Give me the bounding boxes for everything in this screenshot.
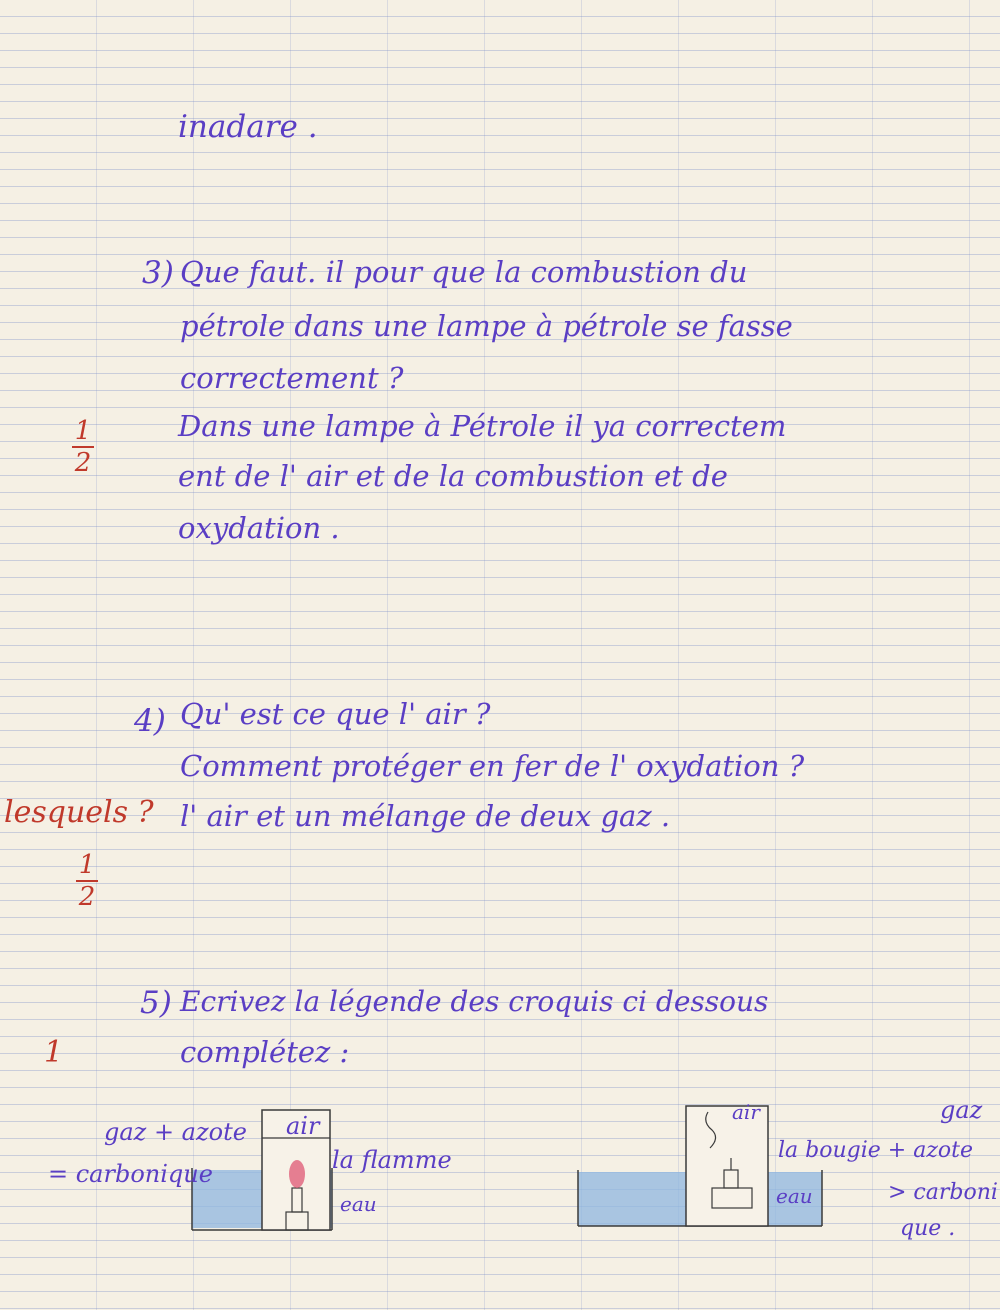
right-label-co2-1: > carboni <box>888 1180 998 1205</box>
q4-question-line-1: Qu' est ce que l' air ? <box>180 697 491 731</box>
right-label-co2-2: que . <box>900 1216 956 1241</box>
left-label-air: air <box>286 1112 320 1140</box>
q5-number: 5) <box>140 985 172 1021</box>
q4-number: 4) <box>134 703 166 739</box>
left-label-water: eau <box>340 1192 377 1216</box>
q5-question-line-1: Ecrivez la légende des croquis ci dessous <box>180 985 769 1018</box>
q3-answer-line-1: Dans une lampe à Pétrole il ya correctem <box>178 409 787 443</box>
right-sketch-drawing <box>570 1100 830 1240</box>
q4-answer-line: l' air et un mélange de deux gaz . <box>180 799 671 833</box>
right-label-gas: gaz <box>940 1096 983 1124</box>
q3-grade <box>72 418 94 476</box>
left-flame <box>289 1160 305 1188</box>
q3-number: 3) <box>142 255 174 291</box>
q4-grade-numerator: 1 <box>78 850 96 880</box>
right-label-candle: la bougie + azote <box>778 1138 974 1163</box>
left-label-gas-2: = carbonique <box>48 1160 213 1188</box>
right-label-water: eau <box>776 1184 813 1208</box>
q4-margin-note: lesquels ? <box>4 795 154 830</box>
q3-question-line-3: correctement ? <box>180 361 404 395</box>
left-label-gas-1: gaz + azote <box>104 1118 247 1146</box>
q3-question-line-1: Que faut. il pour que la combustion du <box>180 255 748 289</box>
q5-question-line-2: complétez : <box>180 1035 350 1069</box>
q4-grade-denominator: 2 <box>78 882 96 912</box>
q3-answer-line-3: oxydation . <box>178 511 340 545</box>
right-label-air: air <box>732 1100 760 1124</box>
q4-question-line-2: Comment protéger en fer de l' oxydation ? <box>180 749 805 783</box>
left-label-flame: la flamme <box>332 1146 452 1174</box>
q3-grade-numerator: 1 <box>74 416 92 446</box>
q5-grade: 1 <box>44 1035 64 1070</box>
top-line-text: inadare . <box>178 109 318 145</box>
q3-grade-denominator: 2 <box>74 448 92 478</box>
q3-question-line-2: pétrole dans une lampe à pétrole se fasse <box>180 309 793 343</box>
q4-grade <box>76 852 98 910</box>
q3-answer-line-2: ent de l' air et de la combustion et de <box>178 459 728 493</box>
